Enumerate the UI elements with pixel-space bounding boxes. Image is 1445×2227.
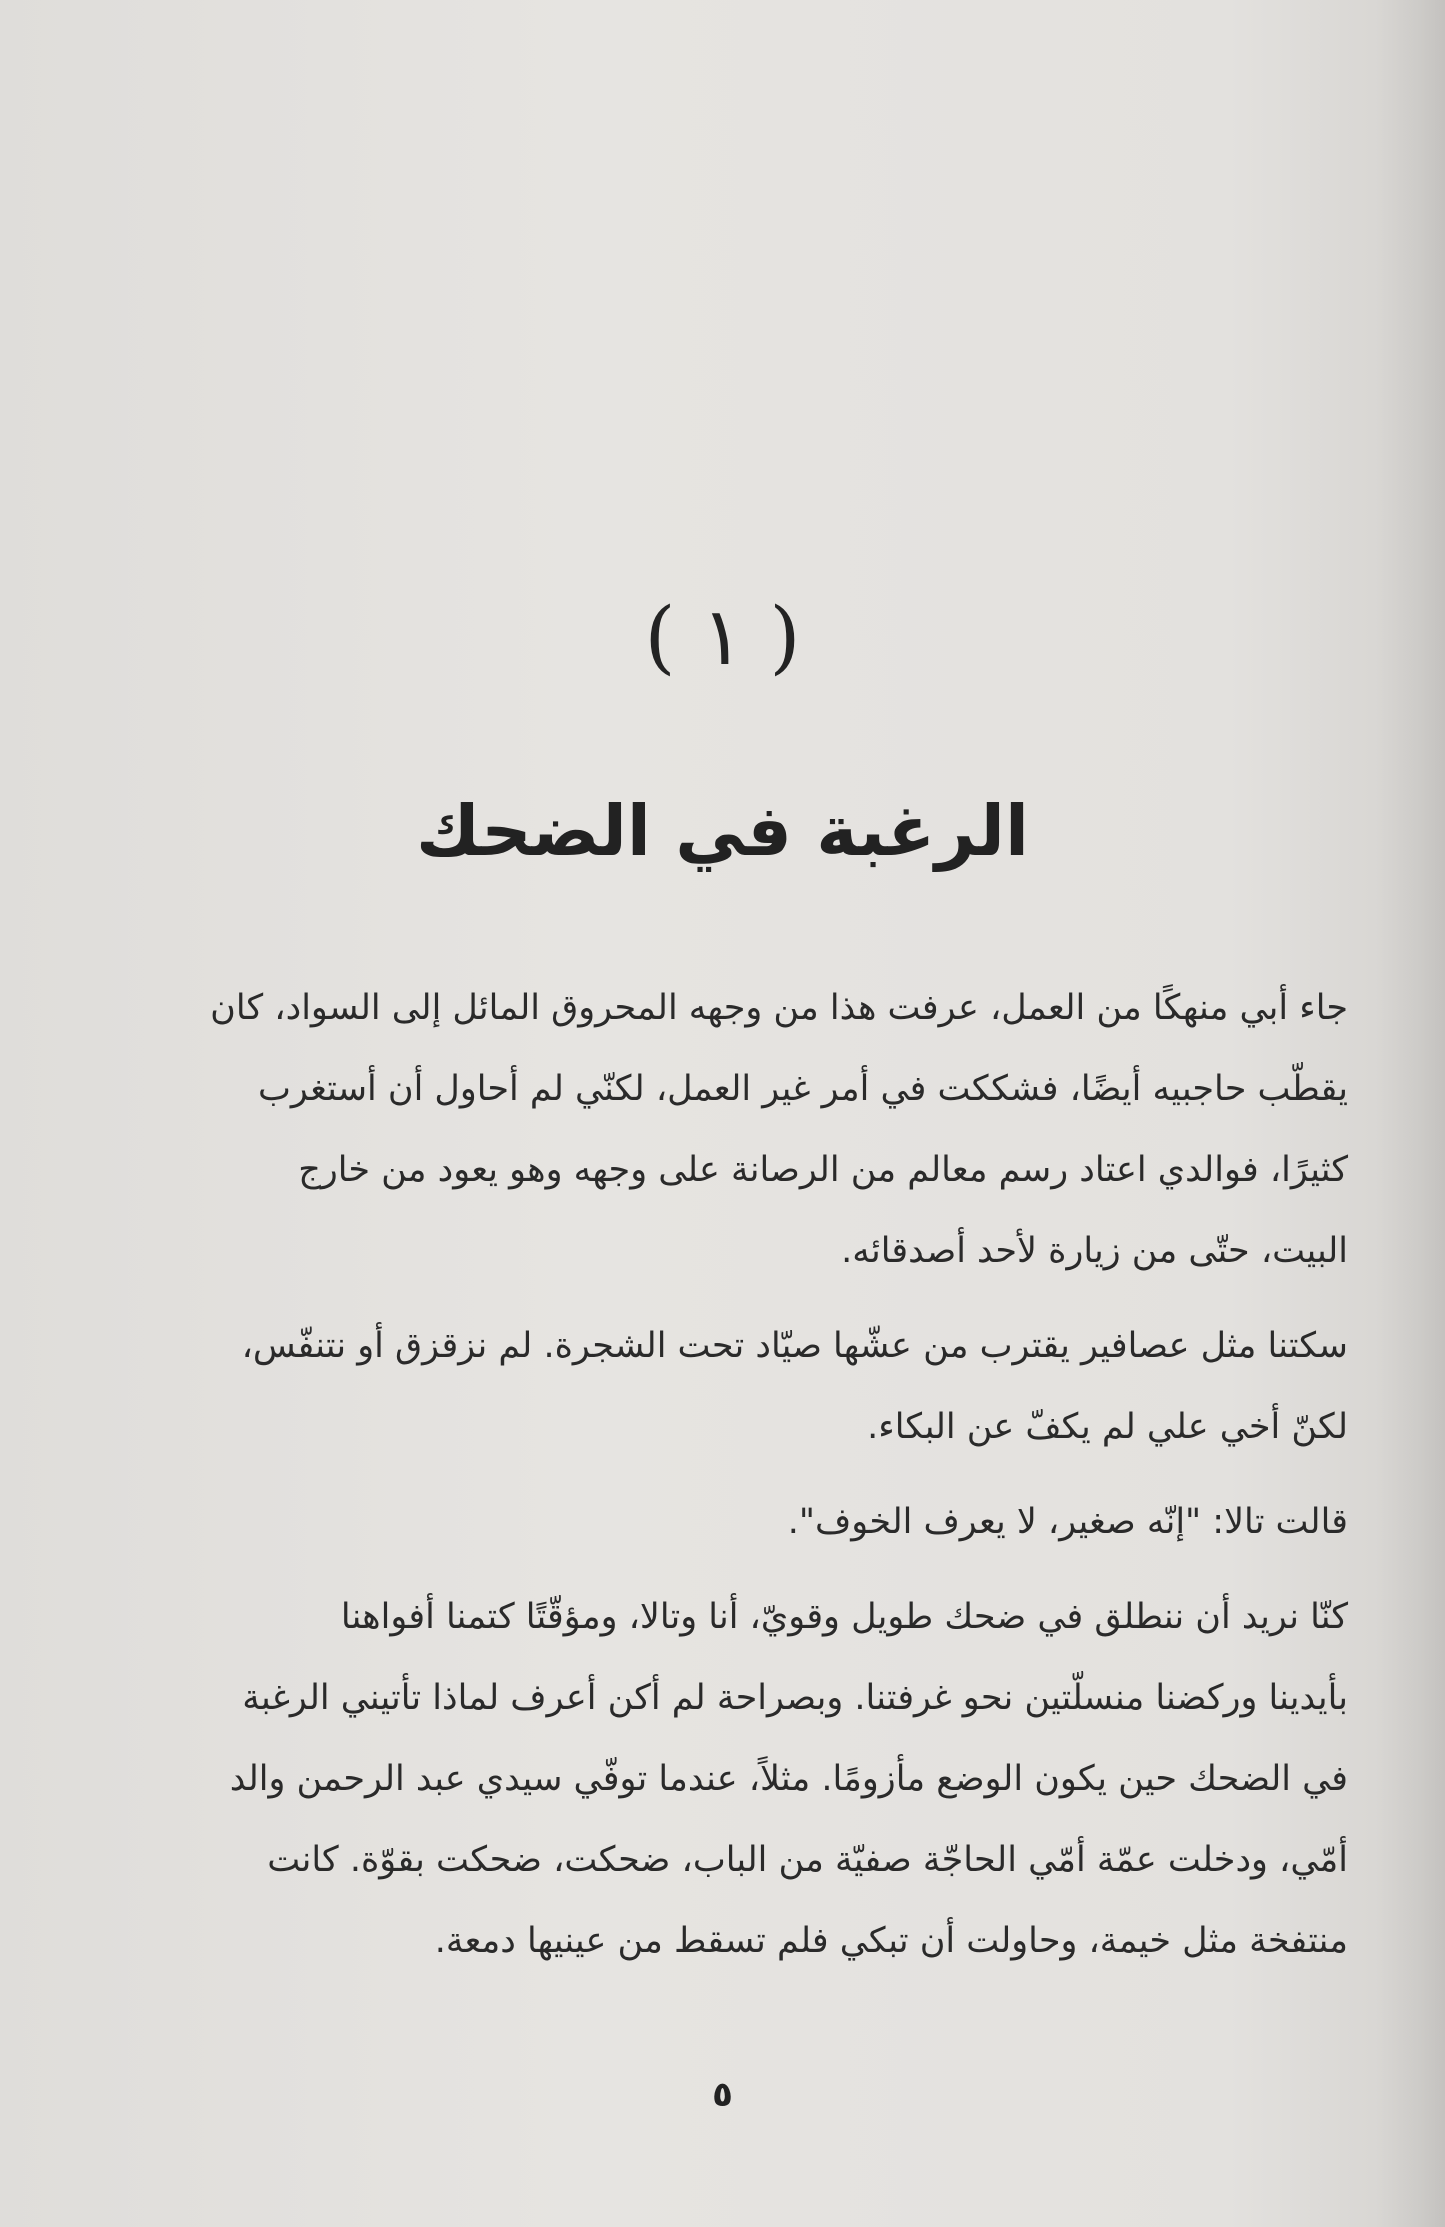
text-line: البيت، حتّى من زيارة لأحد أصدقائه. xyxy=(841,1231,1348,1271)
paragraph xyxy=(178,1306,1348,1468)
page-number: ٥ xyxy=(712,2075,733,2115)
chapter-body xyxy=(178,968,1348,1996)
text-line: سكتنا مثل عصافير يقترب من عشّها صيّاد تحت الشجرة. لم نزقزق أو نتنفّس، xyxy=(241,1326,1348,1366)
paragraph xyxy=(178,1482,1348,1563)
chapter-number: ( ١ ) xyxy=(644,590,801,683)
text-line: لكنّ أخي علي لم يكفّ عن البكاء. xyxy=(867,1407,1348,1447)
text-line: كثيرًا، فوالدي اعتاد رسم معالم من الرصانة على وجهه وهو يعود من خارج xyxy=(298,1150,1348,1190)
paragraph xyxy=(178,968,1348,1292)
page-gutter-shadow xyxy=(1375,0,1445,2227)
chapter-title: الرغبة في الضحك xyxy=(416,790,1029,872)
text-line: أمّي، ودخلت عمّة أمّي الحاجّة صفيّة من الباب، ضحكت، ضحكت بقوّة. كانت xyxy=(267,1840,1348,1880)
text-line: في الضحك حين يكون الوضع مأزومًا. مثلاً، عندما توفّي سيدي عبد الرحمن والد xyxy=(229,1759,1348,1799)
text-line: جاء أبي منهكًا من العمل، عرفت هذا من وجهه المحروق المائل إلى السواد، كان xyxy=(210,988,1348,1028)
text-line: منتفخة مثل خيمة، وحاولت أن تبكي فلم تسقط من عينيها دمعة. xyxy=(434,1921,1348,1961)
text-line: كنّا نريد أن ننطلق في ضحك طويل وقويّ، أنا وتالا، ومؤقّتًا كتمنا أفواهنا xyxy=(340,1597,1348,1637)
paragraph xyxy=(178,1577,1348,1982)
text-line: يقطّب حاجبيه أيضًا، فشككت في أمر غير العمل، لكنّي لم أحاول أن أستغرب xyxy=(257,1069,1348,1109)
text-line: بأيدينا وركضنا منسلّتين نحو غرفتنا. وبصراحة لم أكن أعرف لماذا تأتيني الرغبة xyxy=(242,1678,1348,1718)
text-line: قالت تالا: "إنّه صغير، لا يعرف الخوف". xyxy=(787,1502,1348,1542)
